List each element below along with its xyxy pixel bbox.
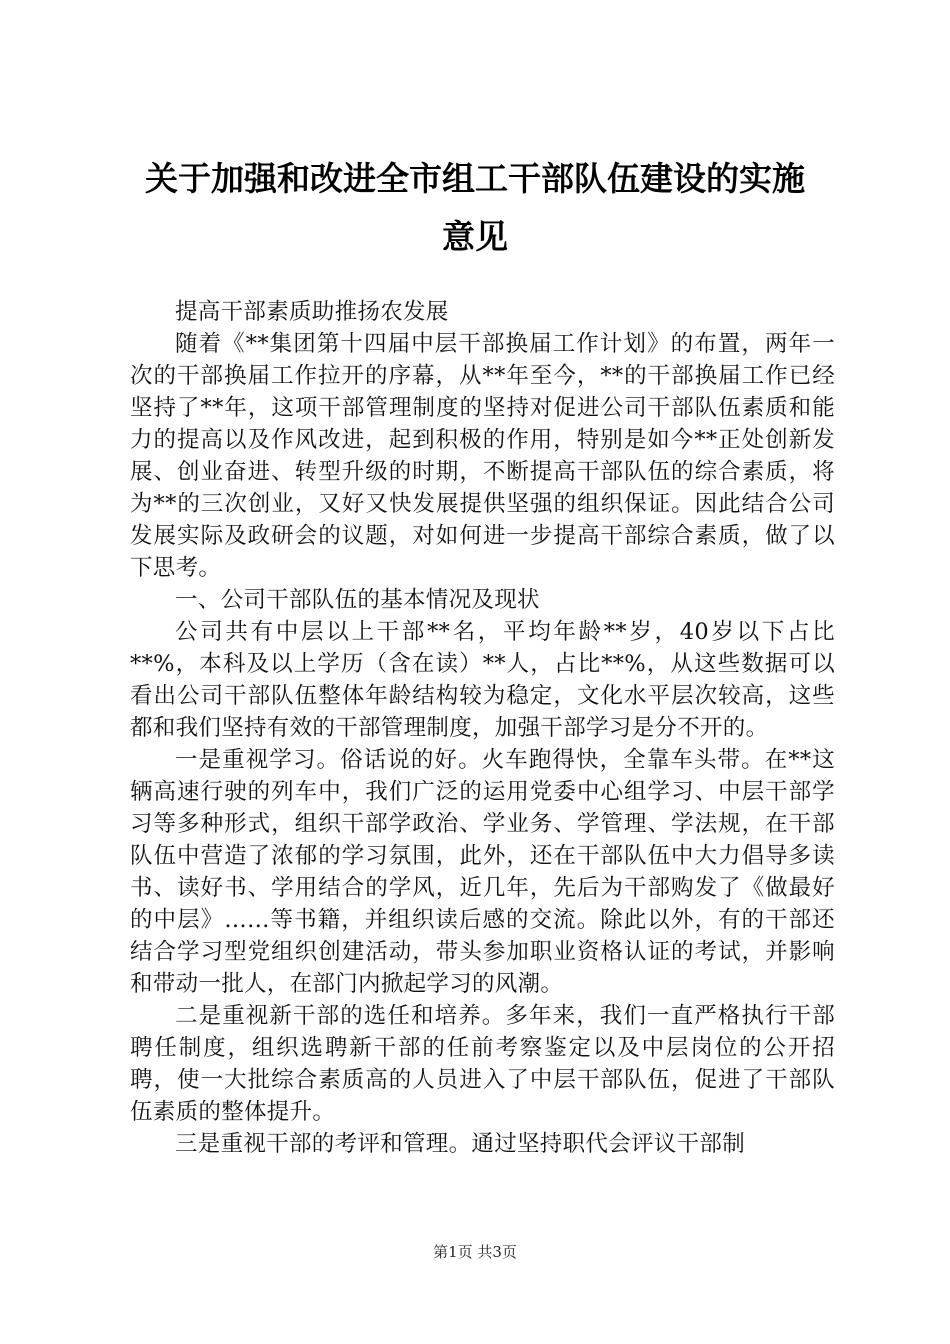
document-body (130, 296, 835, 1160)
document-title (120, 150, 830, 266)
page-footer: 第1页 共3页 (433, 1243, 517, 1261)
paragraph: 公司共有中层以上干部**名，平均年龄**岁，40岁以下占比**%，本科及以上学历（含在读）**人，占比**%，从这些数据可以看出公司干部队伍整体年龄结构较为稳定，文化水平层次较高，这些都和我们坚持有效的干部管理制度，加强干部学习是分不开的。 (130, 619, 835, 741)
title-line-1: 关于加强和改进全市组工干部队伍建设的实施 (145, 159, 805, 198)
paragraph: 随着《**集团第十四届中层干部换届工作计划》的布置，两年一次的干部换届工作拉开的序幕，从**年至今，**的干部换届工作已经坚持了**年，这项干部管理制度的坚持对促进公司干部队伍素质和能力的提高以及作风改进，起到积极的作用，特别是如今**正处创新发展、创业奋进、转型升级的时期，不断提高干部队伍的综合素质，将为**的三次创业，又好又快发展提供坚强的组织保证。因此结合公司发展实际及政研会的议题，对如何进一步提高干部综合素质，做了以下思考。 (130, 331, 835, 581)
paragraph: 一是重视学习。俗话说的好。火车跑得快，全靠车头带。在**这辆高速行驶的列车中，我们广泛的运用党委中心组学习、中层干部学习等多种形式，组织干部学政治、学业务、学管理、学法规，在干部队伍中营造了浓郁的学习氛围，此外，还在干部队伍中大力倡导多读书、读好书、学用结合的学风，近几年，先后为干部购发了《做最好的中层》……等书籍，并组织读后感的交流。除此以外，有的干部还结合学习型党组织创建活动，带头参加职业资格认证的考试，并影响和带动一批人，在部门内掀起学习的风潮。 (130, 747, 835, 997)
paragraph-subtitle: 提高干部素质助推扬农发展 (175, 299, 449, 325)
paragraph: 二是重视新干部的选任和培养。多年来，我们一直严格执行干部聘任制度，组织选聘新干部的任前考察鉴定以及中层岗位的公开招聘，使一大批综合素质高的人员进入了中层干部队伍，促进了干部队伍素质的整体提升。 (130, 1003, 835, 1125)
section-heading: 一、公司干部队伍的基本情况及现状 (175, 587, 540, 613)
paragraph: 三是重视干部的考评和管理。通过坚持职代会评议干部制 (175, 1131, 746, 1157)
title-line-2: 意见 (442, 217, 508, 256)
